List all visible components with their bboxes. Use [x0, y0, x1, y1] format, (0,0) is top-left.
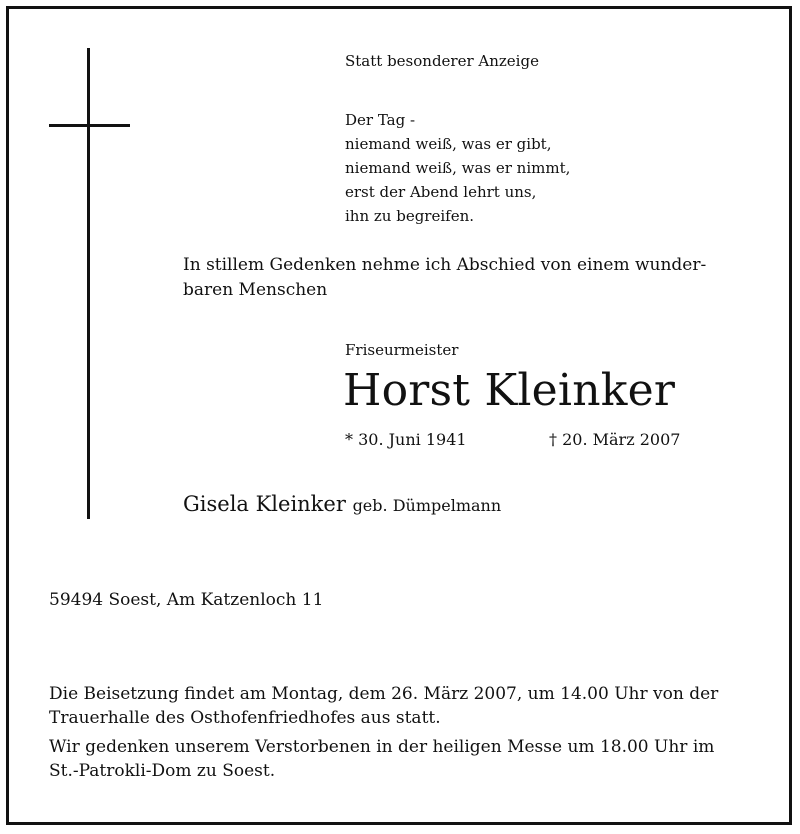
mass-line-1: Wir gedenken unserem Verstorbenen in der heiligen Messe um 18.00 Uhr im: [49, 737, 715, 757]
intro-line-2: baren Menschen: [183, 280, 328, 300]
birth-date: * 30. Juni 1941: [345, 430, 467, 449]
deceased-name: Horst Kleinker: [343, 365, 676, 416]
poem-line: erst der Abend lehrt uns,: [345, 183, 537, 201]
funeral-line-2: Trauerhalle des Osthofenfriedhofes aus statt.: [49, 708, 441, 728]
cross-vertical-bar: [87, 48, 90, 519]
death-date: † 20. März 2007: [549, 430, 681, 449]
survivor: [183, 490, 501, 520]
poem-line: niemand weiß, was er nimmt,: [345, 159, 571, 177]
survivor-maiden-name: geb. Dümpelmann: [352, 496, 502, 515]
notice-header: Statt besonderer Anzeige: [345, 52, 539, 70]
mass-line-2: St.-Patrokli-Dom zu Soest.: [49, 761, 276, 781]
funeral-line-1: Die Beisetzung findet am Montag, dem 26. März 2007, um 14.00 Uhr von der: [49, 684, 719, 704]
deceased-title: Friseurmeister: [345, 341, 459, 359]
intro-line-1: In stillem Gedenken nehme ich Abschied von einem wunder-: [183, 255, 707, 275]
address: 59494 Soest, Am Katzenloch 11: [49, 590, 324, 610]
poem-line: niemand weiß, was er gibt,: [345, 135, 552, 153]
poem: [345, 108, 570, 228]
cross-horizontal-bar: [49, 124, 130, 127]
survivor-name: Gisela Kleinker: [183, 492, 346, 516]
poem-line: ihn zu begreifen.: [345, 207, 475, 225]
poem-line: Der Tag -: [345, 111, 416, 129]
